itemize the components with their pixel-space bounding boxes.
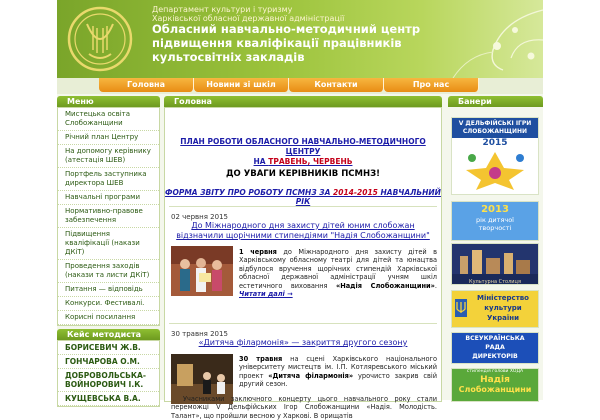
delphic-emblem-icon — [452, 148, 538, 192]
news-date: 30 травня 2015 — [171, 330, 228, 338]
news-body: 1 червня до Міжнародного дня захисту дітей в Харківському обласному театрі для дітей та юнацтва відбулося вручення щорічних стипендій Харківської обласної державної адміністрації учням шкіл естетичного виховання «Надія Слобожанщини». Читати далі → — [239, 248, 437, 299]
read-more-link[interactable]: Читати далі → — [239, 290, 293, 299]
trident-icon — [455, 299, 467, 317]
sidebar-item-attestation[interactable]: На допомогу керівнику (атестація ШЕВ) — [58, 145, 159, 168]
top-navigation — [57, 78, 543, 94]
children-creativity-banner[interactable]: 2013 рік дитячої творчості — [451, 201, 539, 241]
sidebar-item-programs[interactable]: Навчальні програми — [58, 191, 159, 205]
nav-tabs — [99, 78, 479, 92]
site-header — [57, 0, 543, 78]
banners-heading: Банери — [448, 96, 543, 107]
divider — [169, 206, 437, 207]
cases-heading: Кейс методиста — [57, 329, 160, 340]
nav-school-news[interactable]: Новини зі шкіл — [194, 78, 289, 92]
department-name: Департамент культури і туризму Харківської обласної державної адміністрації — [152, 5, 345, 23]
menu-heading: Меню — [57, 96, 160, 107]
award-photo — [171, 246, 233, 296]
site-title: Обласний навчально-методичний центр підвищення кваліфікації працівників культосвітніх закладів — [152, 22, 421, 64]
nadia-scholarship-banner[interactable]: стипендія голови ХОДА Надія Слобожанщини — [451, 368, 539, 402]
sidebar-item-qualification[interactable]: Підвищення кваліфікації (накази ДКіТ) — [58, 228, 159, 260]
nav-home[interactable]: Головна — [99, 78, 194, 92]
floral-ornament-icon — [393, 0, 543, 78]
nav-contacts[interactable]: Контакти — [289, 78, 384, 92]
sidebar-item-annual-plan[interactable]: Річний план Центру — [58, 131, 159, 145]
nav-about[interactable]: Про нас — [384, 78, 479, 92]
city-skyline-icon — [452, 244, 538, 274]
sidebar-item-legal[interactable]: Нормативно-правове забезпечення — [58, 205, 159, 228]
news-title-link[interactable]: «Дитяча філармонія» — закриття другого сезону — [198, 338, 408, 347]
delphic-games-banner[interactable]: V ДЕЛЬФІЙСЬКІ ІГРИ СЛОБОЖАНЩИНИ 2015 — [451, 117, 539, 195]
report-form-link[interactable]: ФОРМА ЗВІТУ ПРО РОБОТУ ПСМНЗ ЗА 2014-2015 НАВЧАЛЬНИЙ РІК — [165, 188, 441, 206]
case-dobrovolska[interactable]: ДОБРОВОЛЬСЬКА-ВОЙНОРОВИЧ І.К. — [58, 369, 159, 392]
sidebar-item-faq[interactable]: Питання — відповідь — [58, 283, 159, 297]
case-kushchevska[interactable]: КУЩЕВСЬКА В.А. — [58, 392, 159, 406]
sidebar-item-events[interactable]: Проведення заходів (накази та листи ДКіТ) — [58, 260, 159, 283]
sidebar-menu — [57, 107, 160, 326]
news-title-link[interactable]: До Міжнародного дня захисту дітей юним слобожан відзначили щорічними стипендіями "Надія Слобожанщини" — [176, 221, 430, 240]
news-body: 30 травня на сцені Харківського національного університету мистецтв ім. І.П. Котляревського міський проект «Дитяча філармонія» урочисто закрив свій другий сезон. — [239, 355, 437, 389]
emblem-logo-icon[interactable] — [67, 6, 133, 72]
main-content — [164, 96, 442, 420]
work-plan-link[interactable]: ПЛАН РОБОТИ ОБЛАСНОГО НАВЧАЛЬНО-МЕТОДИЧНОГО ЦЕНТРУ НА ТРАВЕНЬ, ЧЕРВЕНЬ — [180, 137, 426, 166]
sidebar-item-deputy-portfolio[interactable]: Портфель заступника директора ШЕВ — [58, 168, 159, 191]
ministry-banner[interactable]: Міністерство культури України — [451, 290, 539, 328]
case-borysevych[interactable]: БОРИСЕВИЧ Ж.В. — [58, 341, 159, 355]
directors-council-banner[interactable]: ВСЕУКРАЇНСЬКА РАДА ДИРЕКТОРІВ — [451, 332, 539, 364]
divider — [169, 323, 437, 324]
page — [57, 0, 543, 420]
sidebar-item-arts-education[interactable]: Мистецька освіта Слобожанщини — [58, 108, 159, 131]
news-date: 02 червня 2015 — [171, 213, 228, 221]
main-heading: Головна — [164, 96, 442, 107]
sidebar-item-links[interactable]: Корисні посилання — [58, 311, 159, 325]
notice-heading: ДО УВАГИ КЕРІВНИКІВ ПСМНЗ! — [225, 169, 381, 179]
sidebar-item-contests[interactable]: Конкурси. Фестивалі. — [58, 297, 159, 311]
culture-capital-banner[interactable]: Культурна Столиця — [451, 243, 539, 285]
case-honcharova[interactable]: ГОНЧАРОВА О.М. — [58, 355, 159, 369]
right-sidebar — [448, 96, 543, 400]
left-sidebar — [57, 96, 160, 403]
content-panel — [164, 107, 442, 420]
methodist-cases — [57, 340, 160, 407]
news-body-continued: Учасниками заключного концерту цього навчального року стали переможці V Дельфійських Ігор Слобожанщини «Надія. Молодість. Талант», що пройшли весною у Харкові. В орищатів — [171, 395, 437, 420]
